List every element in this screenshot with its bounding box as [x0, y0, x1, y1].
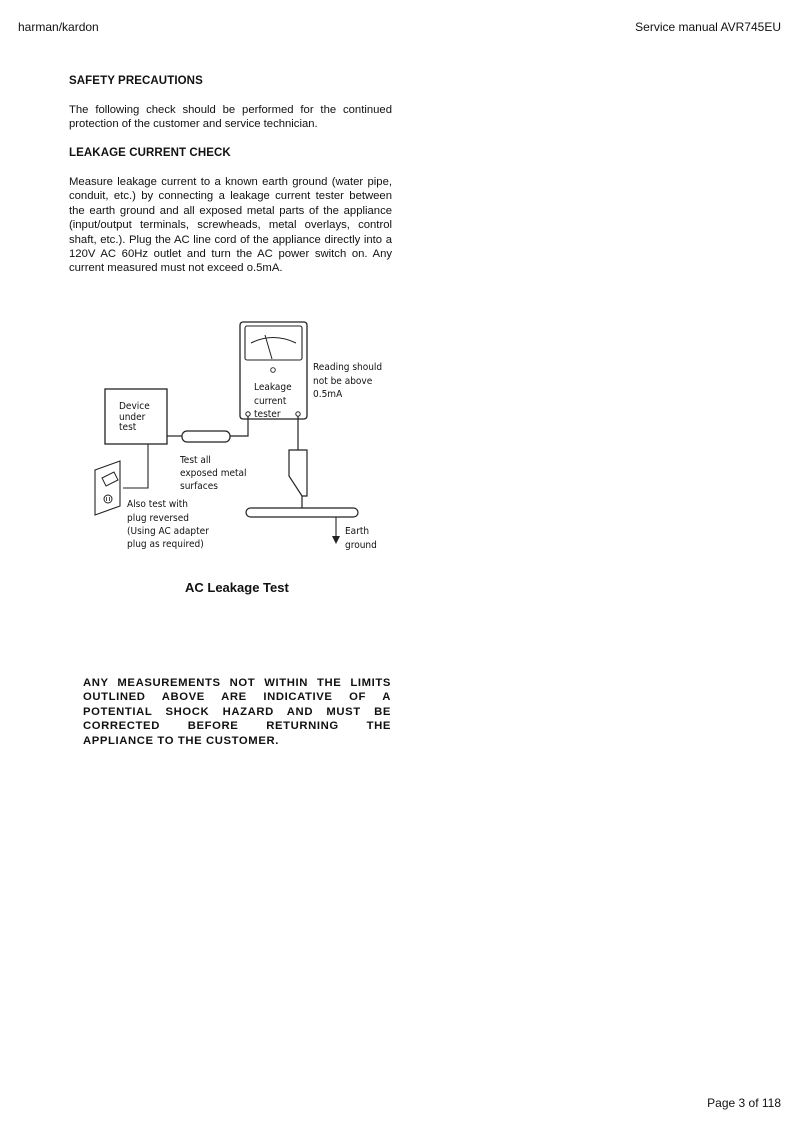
header-brand: harman/kardon: [18, 20, 99, 34]
probe-handle: [182, 431, 230, 442]
leakage-body: Measure leakage current to a known earth ground (water pipe, conduit, etc.) by connecting a leakage current tester between the earth ground and all exposed metal parts of the appliance (input/output terminals, screwheads, metal overlays, control shaft, etc.). Plug the AC line cord of the appliance directly into a 120V AC 60Hz outlet and turn the AC power switch on. Any current measured must not exceed o.5mA.: [69, 176, 392, 275]
safety-intro: The following check should be performed for the continued protection of the customer and service technician.: [69, 104, 392, 131]
warning-text: ANY MEASUREMENTS NOT WITHIN THE LIMITS OUTLINED ABOVE ARE INDICATIVE OF A POTENTIAL SHOCK HAZARD AND MUST BE CORRECTED BEFORE RETURNING THE APPLIANCE TO THE CUSTOMER.: [83, 677, 391, 747]
tester-terminal-left: [246, 412, 250, 416]
earth-ground-label: Earth ground: [345, 526, 377, 551]
earth-probe: [289, 450, 307, 496]
reading-label: Reading should not be above 0.5mA: [313, 362, 383, 400]
wall-outlet: [95, 461, 120, 515]
device-label: Device under test: [119, 401, 150, 433]
leakage-heading: LEAKAGE CURRENT CHECK: [69, 147, 231, 159]
meter-knob: [271, 368, 276, 373]
diagram-caption: AC Leakage Test: [185, 580, 289, 595]
ac-leakage-diagram: [90, 318, 390, 558]
power-cord: [123, 444, 148, 488]
ground-bar: [246, 508, 358, 517]
also-test-label: Also test with plug reversed (Using AC adapter plug as required): [127, 499, 209, 550]
outlet-socket: [104, 495, 112, 503]
tester-label: Leakage current tester: [254, 382, 292, 420]
page-number: Page 3 of 118: [707, 1096, 781, 1110]
safety-heading: SAFETY PRECAUTIONS: [69, 75, 203, 87]
meter-needle: [265, 335, 272, 359]
test-all-label: Test all exposed metal surfaces: [180, 455, 247, 492]
meter-face: [245, 326, 302, 360]
ac-leakage-svg: [90, 318, 390, 558]
meter-scale: [251, 338, 296, 344]
tester-terminal-right: [296, 412, 300, 416]
plug: [102, 472, 118, 486]
header-manual-title: Service manual AVR745EU: [635, 20, 781, 34]
earth-arrow-head: [332, 536, 340, 544]
